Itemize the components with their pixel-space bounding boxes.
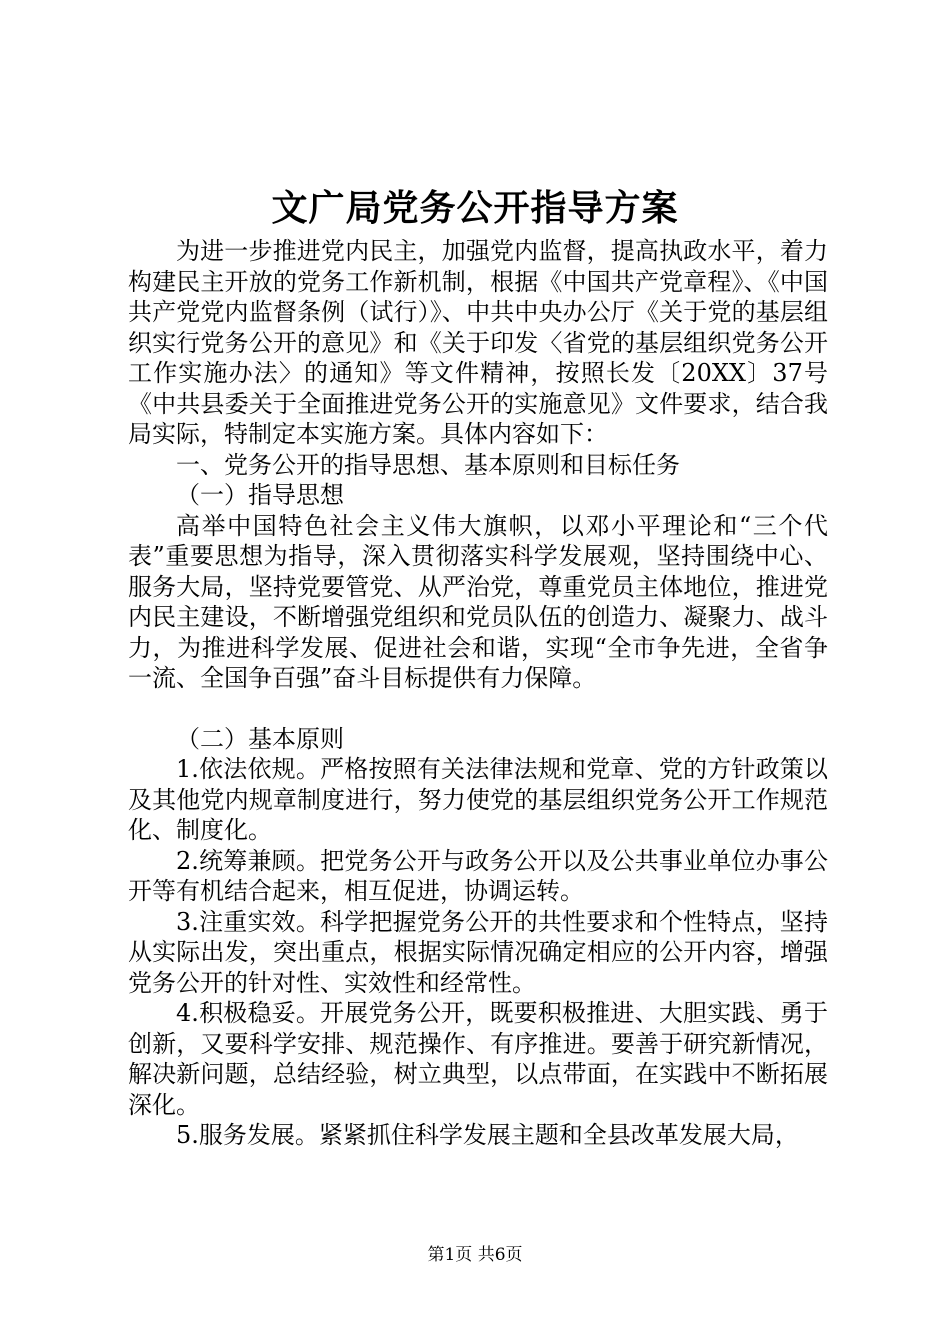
intro-paragraph: 为进一步推进党内民主，加强党内监督，提高执政水平，着力构建民主开放的党务工作新机制，根据《中国共产党章程》、《中国共产党党内监督条例（试行）》、中共中央办公厅《关于党的基层组织实行党务公开的意见》和《关于印发〈省党的基层组织党务公开工作实施办法〉的通知》等文件精神，按照长发〔20XX〕37号《中共县委关于全面推进党务公开的实施意见》文件要求，结合我局实际，特制定本实施方案。具体内容如下： [128, 237, 828, 448]
page-title: 文广局党务公开指导方案 [271, 187, 679, 229]
principle-item-3: 3.注重实效。科学把握党务公开的共性要求和个性特点，坚持从实际出发，突出重点，根据实际情况确定相应的公开内容，增强党务公开的针对性、实效性和经常性。 [128, 907, 828, 997]
paragraph-gap [128, 694, 828, 724]
page-footer: 第1页 共6页 [427, 1245, 523, 1265]
principle-item-2: 2.统筹兼顾。把党务公开与政务公开以及公共事业单位办事公开等有机结合起来，相互促进，协调运转。 [128, 846, 828, 905]
principle-item-5: 5.服务发展。紧紧抓住科学发展主题和全县改革发展大局， [176, 1121, 799, 1149]
principle-item-1: 1.依法依规。严格按照有关法律法规和党章、党的方针政策以及其他党内规章制度进行，努力使党的基层组织党务公开工作规范化、制度化。 [128, 755, 828, 844]
subsection-heading-principles: （二）基本原则 [176, 724, 344, 753]
document-body [128, 236, 828, 1151]
subsection-heading-guiding-thought: （一）指导思想 [176, 481, 344, 509]
guiding-thought-paragraph: 高举中国特色社会主义伟大旗帜，以邓小平理论和“三个代表”重要思想为指导，深入贯彻落实科学发展观，坚持围绕中心、服务大局，坚持党要管党、从严治党，尊重党员主体地位，推进党内民主建设，不断增强党组织和党员队伍的创造力、凝聚力、战斗力，为推进科学发展、促进社会和谐，实现“全市争先进，全省争一流、全国争百强”奋斗目标提供有力保障。 [128, 511, 828, 692]
principle-item-4: 4.积极稳妥。开展党务公开，既要积极推进、大胆实践、勇于创新，又要科学安排、规范操作、有序推进。要善于研究新情况，解决新问题，总结经验，树立典型，以点带面，在实践中不断拓展深化。 [128, 999, 828, 1119]
section-heading-1: 一、党务公开的指导思想、基本原则和目标任务 [176, 450, 680, 479]
